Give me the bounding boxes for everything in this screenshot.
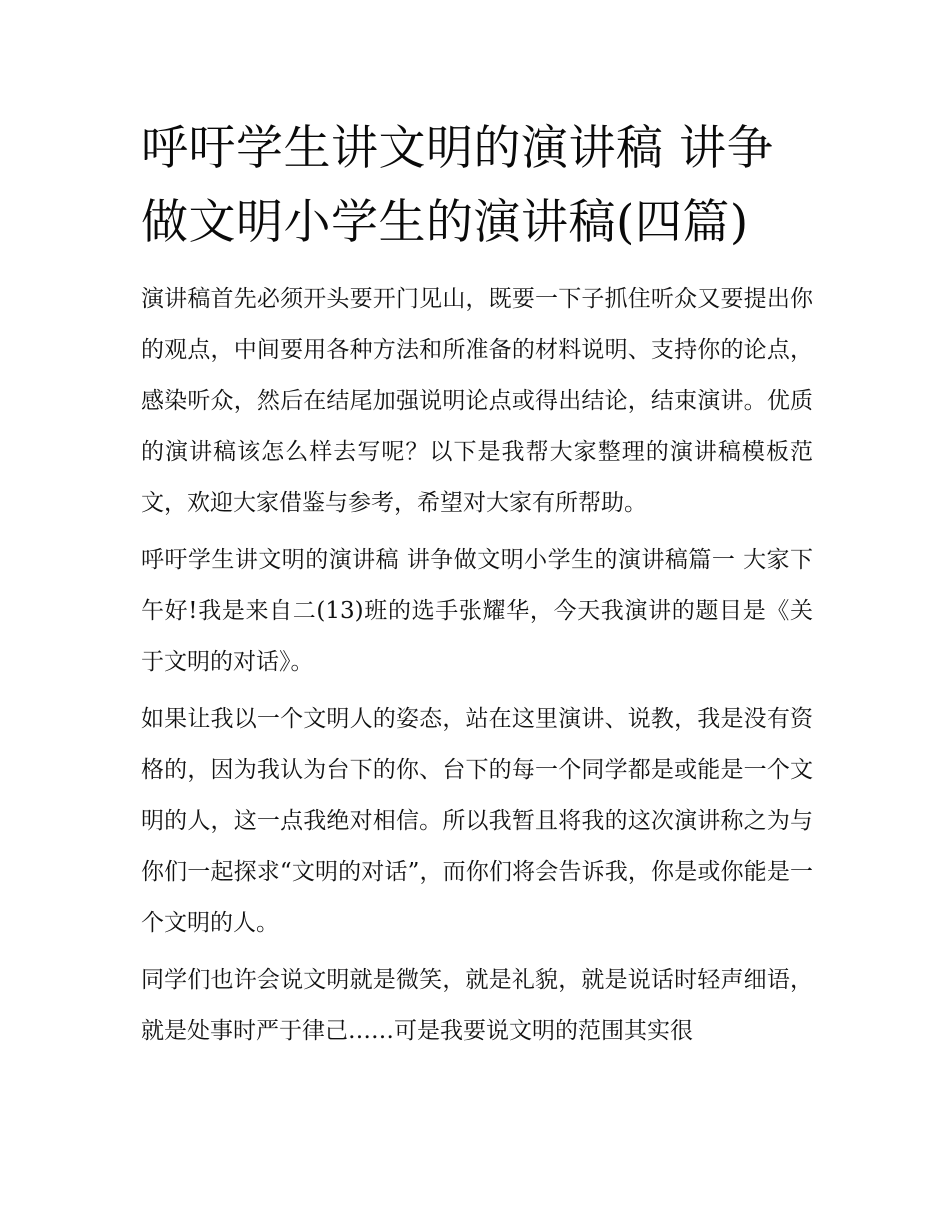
paragraph-speech-opening: 呼吁学生讲文明的演讲稿 讲争做文明小学生的演讲稿篇一 大家下午好!我是来自二(13)班的选手张耀华，今天我演讲的题目是《关于文明的对话》。 <box>141 547 813 675</box>
paragraph-civilized-person: 如果让我以一个文明人的姿态，站在这里演讲、说教，我是没有资格的，因为我认为台下的你、台下的每一个同学都是或能是一个文明的人，这一点我绝对相信。所以我暂且将我的这次演讲称之为与你们一起探求“文明的对话”，而你们将会告诉我，你是或你能是一个文明的人。 <box>141 706 813 936</box>
document-title: 呼吁学生讲文明的演讲稿 讲争做文明小学生的演讲稿(四篇) <box>141 121 774 250</box>
paragraph-civilization-scope: 同学们也许会说文明就是微笑，就是礼貌，就是说话时轻声细语，就是处事时严于律己……可是我要说文明的范围其实很 <box>141 967 813 1044</box>
document-body <box>141 112 813 1063</box>
paragraph-intro: 演讲稿首先必须开头要开门见山，既要一下子抓住听众又要提出你的观点，中间要用各种方法和所准备的材料说明、支持你的论点，感染听众，然后在结尾加强说明论点或得出结论，结束演讲。优质的演讲稿该怎么样去写呢？以下是我帮大家整理的演讲稿模板范文，欢迎大家借鉴与参考，希望对大家有所帮助。 <box>141 286 813 516</box>
